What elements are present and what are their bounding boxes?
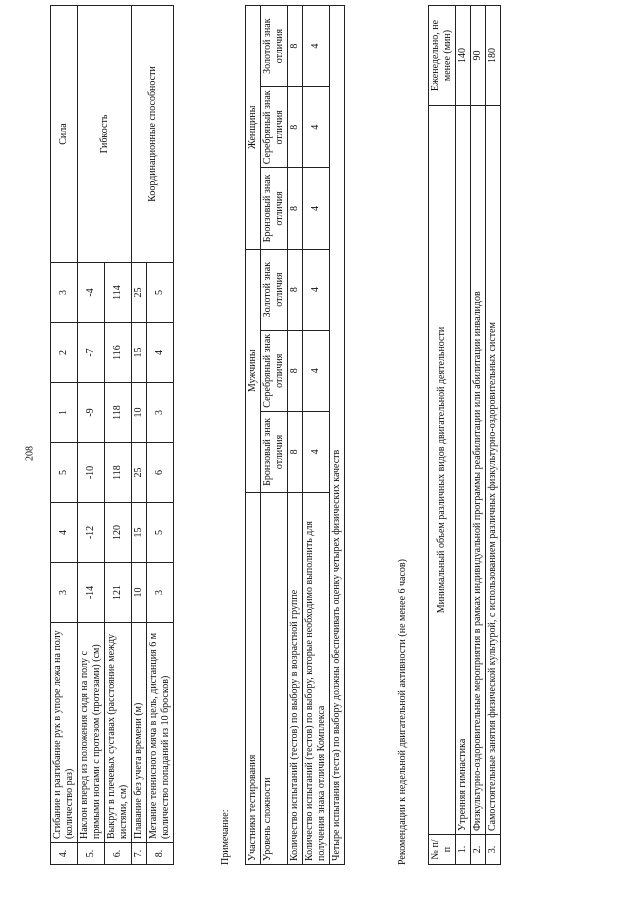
table-row (303, 6, 330, 865)
cell-value: 5 (147, 263, 174, 323)
women-header: Женщины (246, 6, 261, 250)
cell-value: 25 (132, 443, 147, 503)
cell-value: -9 (78, 383, 105, 443)
quality-category: Сила (51, 6, 78, 263)
cell-value: 10 (132, 563, 147, 623)
table-row (132, 6, 147, 865)
table-row (78, 6, 105, 865)
table-row (486, 6, 501, 865)
difficulty-table (245, 5, 345, 865)
gold-header: Золотой знак отличия (261, 6, 288, 87)
cell-value: 10 (132, 383, 147, 443)
cell-value: 8 (288, 168, 303, 249)
cell-value: 114 (105, 263, 132, 323)
activity-table (428, 5, 501, 865)
row-number: 1. (456, 835, 471, 865)
number-header: № п/п (429, 835, 456, 865)
row-label: Четыре испытания (теста) по выбору должны обеспечивать оценку четырех физических качеств (330, 6, 345, 865)
cell-value: 15 (132, 323, 147, 383)
tests-table (50, 5, 174, 865)
cell-value: -10 (78, 443, 105, 503)
bronze-header: Бронзовый знак отличия (261, 411, 288, 492)
page-number: 208 (24, 446, 36, 461)
activity-name: Физкультурно-оздоровительные мероприятия в рамках индивидуальной программы реабилитации или абилитации инвалидов (471, 106, 486, 835)
row-number: 6. (105, 843, 132, 865)
test-name: Наклон вперед из положения сидя на полу с прямыми ногами с протезом (протезами) (см) (78, 623, 105, 843)
minutes-value: 180 (486, 6, 501, 106)
test-name: Сгибание и разгибание рук в упоре лежа на полу (количество раз) (51, 623, 78, 843)
cell-value: 4 (51, 503, 78, 563)
cell-value: -7 (78, 323, 105, 383)
minutes-value: 140 (456, 6, 471, 106)
level-header: Уровень сложности (261, 493, 288, 865)
activity-header: Минимальный объем различных видов двигательной деятельности (429, 106, 456, 835)
recommendations-title: Рекомендации к недельной двигательной активности (не менее 6 часов) (397, 559, 408, 865)
cell-value: 25 (132, 263, 147, 323)
quality-category: Координационные способности (132, 6, 174, 263)
table-row (51, 6, 78, 865)
cell-value: 4 (303, 411, 330, 492)
cell-value: 5 (51, 443, 78, 503)
table-row (246, 6, 261, 865)
cell-value: 8 (288, 249, 303, 330)
cell-value: 3 (147, 383, 174, 443)
cell-value: -4 (78, 263, 105, 323)
test-name: Метание теннисного мяча в цель, дистанция 6 м (количество попаданий из 10 бросков) (147, 623, 174, 843)
gold-header: Золотой знак отличия (261, 249, 288, 330)
table-row (288, 6, 303, 865)
row-number: 4. (51, 843, 78, 865)
cell-value: 8 (288, 87, 303, 168)
weekly-header: Еженедельно, не менее (мин) (429, 6, 456, 106)
men-header: Мужчины (246, 249, 261, 492)
cell-value: 6 (147, 443, 174, 503)
bronze-header: Бронзовый знак отличия (261, 168, 288, 249)
cell-value: 121 (105, 563, 132, 623)
table-row (429, 6, 456, 865)
cell-value: 3 (51, 563, 78, 623)
rotated-page-content (20, 0, 620, 885)
cell-value: 4 (303, 249, 330, 330)
cell-value: 3 (51, 263, 78, 323)
cell-value: 4 (303, 168, 330, 249)
row-number: 2. (471, 835, 486, 865)
quality-category: Гибкость (78, 6, 132, 263)
row-number: 5. (78, 843, 105, 865)
row-number: 7. (132, 843, 147, 865)
cell-value: 4 (303, 6, 330, 87)
minutes-value: 90 (471, 6, 486, 106)
test-name: Выкрут в плечевых суставах (расстояние между кистями, см) (105, 623, 132, 843)
cell-value: 118 (105, 443, 132, 503)
row-label: Количество испытаний (тестов) по выбору, которые необходимо выполнить для получения знака отличия Комплекса (303, 493, 330, 865)
row-number: 8. (147, 843, 174, 865)
cell-value: 116 (105, 323, 132, 383)
participants-header: Участники тестирования (246, 493, 261, 865)
cell-value: 2 (51, 323, 78, 383)
cell-value: 4 (303, 87, 330, 168)
cell-value: 3 (147, 563, 174, 623)
table-row (471, 6, 486, 865)
table-row (456, 6, 471, 865)
table-row (261, 6, 288, 865)
cell-value: 8 (288, 6, 303, 87)
cell-value: 8 (288, 411, 303, 492)
cell-value: 120 (105, 503, 132, 563)
note-label: Примечание: (220, 809, 231, 865)
cell-value: -14 (78, 563, 105, 623)
silver-header: Серебряный знак отличия (261, 87, 288, 168)
silver-header: Серебряный знак отличия (261, 330, 288, 411)
cell-value: -12 (78, 503, 105, 563)
table-row (330, 6, 345, 865)
cell-value: 15 (132, 503, 147, 563)
cell-value: 5 (147, 503, 174, 563)
cell-value: 4 (303, 330, 330, 411)
cell-value: 118 (105, 383, 132, 443)
row-number: 3. (486, 835, 501, 865)
cell-value: 1 (51, 383, 78, 443)
activity-name: Утренняя гимнастика (456, 106, 471, 835)
cell-value: 8 (288, 330, 303, 411)
row-label: Количество испытаний (тестов) по выбору в возрастной группе (288, 493, 303, 865)
test-name: Плавание без учета времени (м) (132, 623, 147, 843)
cell-value: 4 (147, 323, 174, 383)
activity-name: Самостоятельные занятия физической культурой, с использованием различных физкультурно-оздоровительных систем (486, 106, 501, 835)
